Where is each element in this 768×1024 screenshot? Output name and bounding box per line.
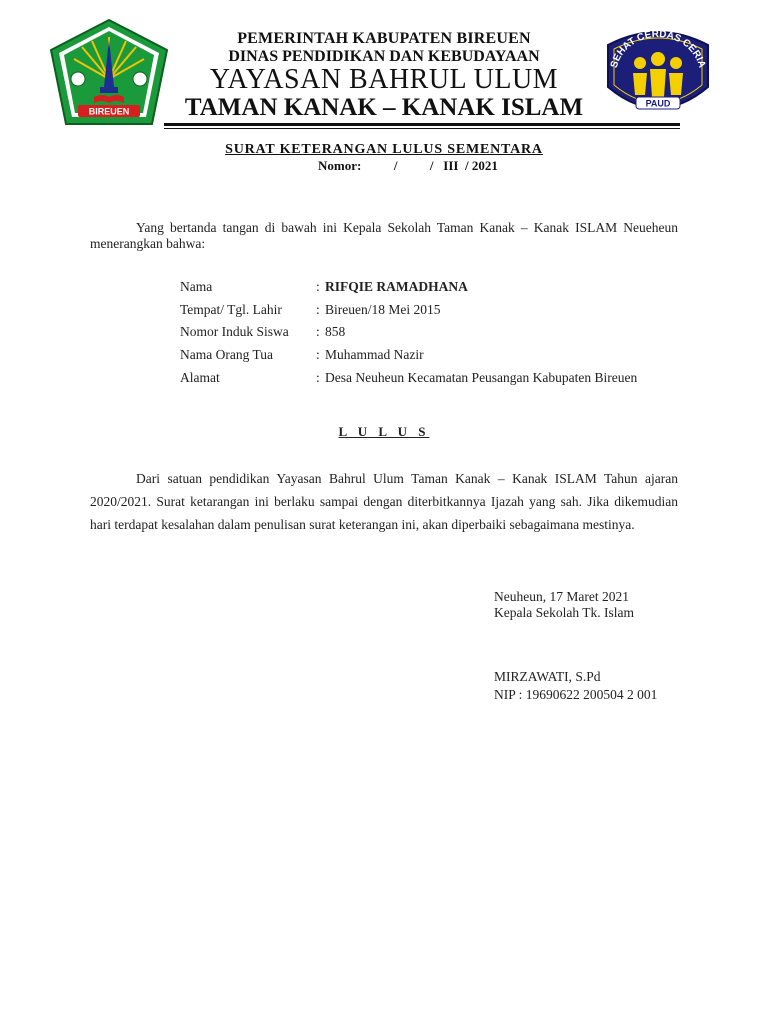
field-separator: : <box>316 279 320 294</box>
field-separator: : <box>316 369 320 385</box>
logo-right-label: PAUD <box>645 98 671 109</box>
document-title: SURAT KETERANGAN LULUS SEMENTARA <box>225 142 543 157</box>
field-separator: : <box>316 324 320 340</box>
field-value-name: RIFQIE RAMADHANA <box>325 279 468 294</box>
document-number: Nomor: / / III / 2021 <box>318 158 498 173</box>
field-value-birth: Bireuen/18 Mei 2015 <box>325 301 441 317</box>
field-value-parent: Muhammad Nazir <box>325 347 424 363</box>
signature-name: MIRZAWATI, S.Pd <box>494 669 601 684</box>
field-label: Tempat/ Tgl. Lahir <box>180 301 282 317</box>
logo-right-motto: SEHAT CERDAS CERIA <box>608 28 708 70</box>
field-row-name <box>180 279 637 302</box>
header-government: PEMERINTAH KABUPATEN BIREUEN <box>237 30 531 47</box>
intro-paragraph: Yang bertanda tangan di bawah ini Kepala Sekolah Taman Kanak – Kanak ISLAM Neueheun menerangkan bahwa: <box>90 220 678 251</box>
logo-left-text: BIREUEN <box>88 106 130 117</box>
letterhead <box>0 0 768 135</box>
header-rule-thin <box>164 128 680 129</box>
field-separator: : <box>316 301 320 317</box>
signature-role: Kepala Sekolah Tk. Islam <box>494 605 634 620</box>
field-separator: : <box>316 347 320 363</box>
body-paragraph: Dari satuan pendidikan Yayasan Bahrul Ulum Taman Kanak – Kanak ISLAM Tahun ajaran 2020/2021. Surat ketarangan ini berlaku sampai dengan diterbitkannya Ijazah yang sah. Jika dikemudian hari terdapat kesalahan dalam penulisan surat keterangan ini, akan diperbaiki sebagaimana mestinya. <box>90 471 678 532</box>
header-foundation: YAYASAN BAHRUL ULUM <box>209 64 559 95</box>
paud-logo <box>600 25 716 123</box>
header-rule-thick <box>164 123 680 126</box>
field-value-address: Desa Neuheun Kecamatan Peusangan Kabupaten Bireuen <box>325 369 638 385</box>
field-label: Nama <box>180 279 213 294</box>
field-row-parent <box>180 347 637 370</box>
field-row-address <box>180 370 637 393</box>
field-value-student-id: 858 <box>325 324 346 340</box>
field-row-student-id <box>180 324 637 347</box>
field-label: Nomor Induk Siswa <box>180 324 289 340</box>
field-label: Alamat <box>180 369 220 385</box>
header-school: TAMAN KANAK – KANAK ISLAM <box>184 94 584 121</box>
status-heading: L U L U S <box>338 424 430 439</box>
signature-nip: NIP : 19690622 200504 2 001 <box>494 687 658 702</box>
field-label: Nama Orang Tua <box>180 347 273 363</box>
signature-place-date: Neuheun, 17 Maret 2021 <box>494 589 629 604</box>
student-details <box>180 279 637 392</box>
header-department: DINAS PENDIDIKAN DAN KEBUDAYAAN <box>228 48 540 65</box>
field-row-birth <box>180 302 637 325</box>
